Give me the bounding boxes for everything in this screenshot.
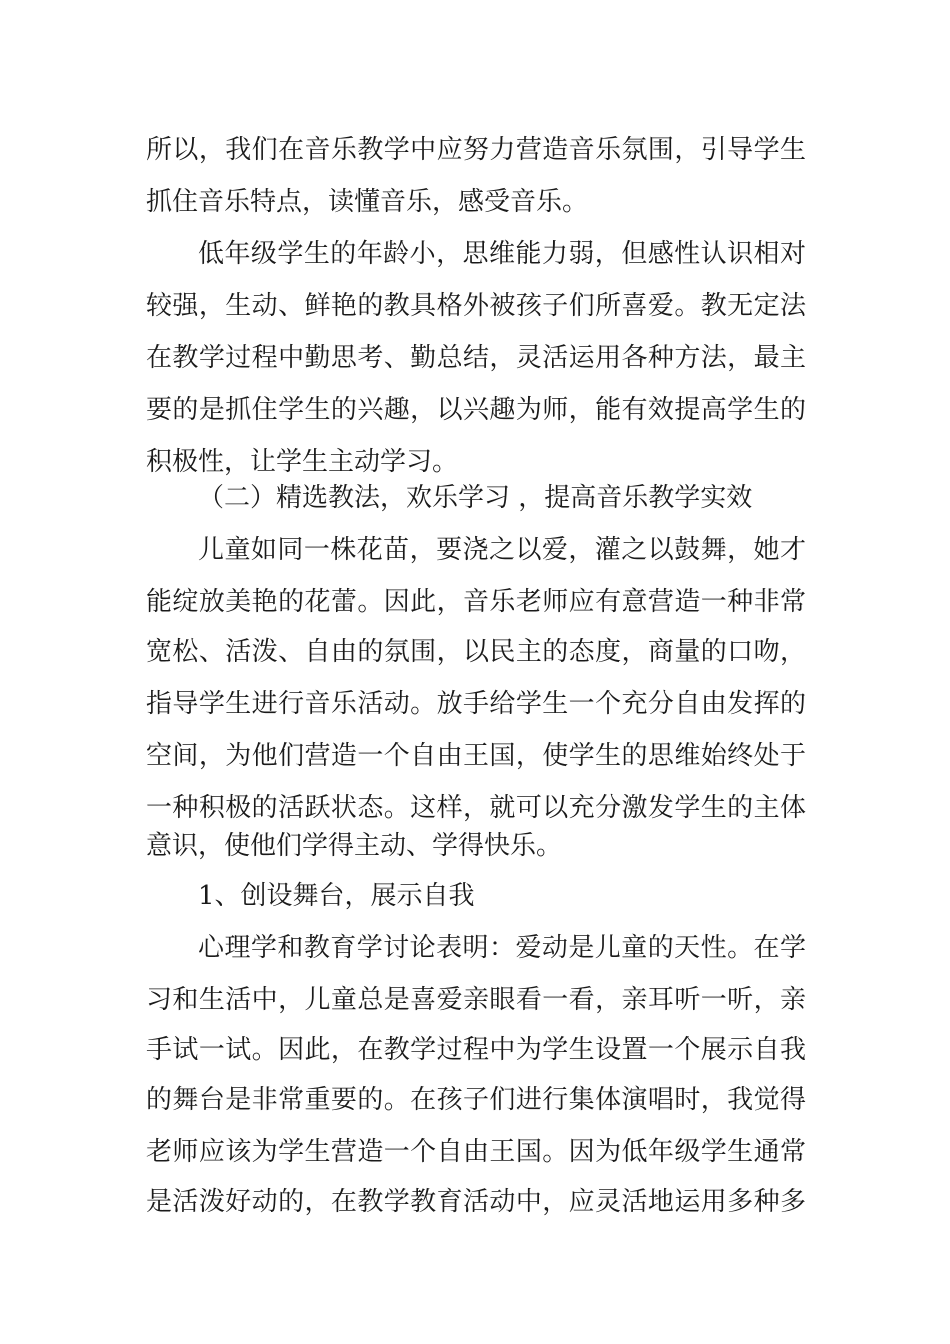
section-heading: （二）精选教法，欢乐学习 ，提高音乐教学实效	[198, 483, 753, 513]
text-line: 手试一试。因此，在教学过程中为学生设置一个展示自我	[146, 1035, 806, 1065]
text-line: 在教学过程中勤思考、勤总结，灵活运用各种方法，最主	[146, 343, 806, 373]
text-line: 是活泼好动的，在教学教育活动中，应灵活地运用多种多	[146, 1187, 806, 1217]
text-line: 空间，为他们营造一个自由王国，使学生的思维始终处于	[146, 741, 806, 771]
text-line: 老师应该为学生营造一个自由王国。因为低年级学生通常	[146, 1137, 806, 1167]
text-line: 较强，生动、鲜艳的教具格外被孩子们所喜爱。教无定法	[146, 291, 806, 321]
text-line: 能绽放美艳的花蕾。因此，音乐老师应有意营造一种非常	[146, 587, 806, 617]
text-line: 儿童如同一株花苗，要浇之以爱，灌之以鼓舞，她才	[198, 535, 806, 565]
text-line: 指导学生进行音乐活动。放手给学生一个充分自由发挥的	[146, 689, 806, 719]
text-line: 的舞台是非常重要的。在孩子们进行集体演唱时，我觉得	[146, 1085, 806, 1115]
subsection-heading: 1、创设舞台，展示自我	[198, 881, 475, 911]
text-line: 意识，使他们学得主动、学得快乐。	[146, 831, 563, 861]
text-line: 所以，我们在音乐教学中应努力营造音乐氛围，引导学生	[146, 135, 806, 165]
text-line: 积极性，让学生主动学习。	[146, 447, 459, 477]
text-line: 抓住音乐特点，读懂音乐，感受音乐。	[146, 187, 589, 217]
text-line: 一种积极的活跃状态。这样，就可以充分激发学生的主体	[146, 793, 806, 823]
text-line: 低年级学生的年龄小，思维能力弱，但感性认识相对	[198, 239, 806, 269]
text-line: 心理学和教育学讨论表明：爱动是儿童的天性。在学	[198, 933, 806, 963]
text-line: 宽松、活泼、自由的氛围，以民主的态度，商量的口吻，	[146, 637, 806, 667]
text-line: 习和生活中，儿童总是喜爱亲眼看一看，亲耳听一听，亲	[146, 985, 806, 1015]
text-line: 要的是抓住学生的兴趣，以兴趣为师，能有效提高学生的	[146, 395, 806, 425]
